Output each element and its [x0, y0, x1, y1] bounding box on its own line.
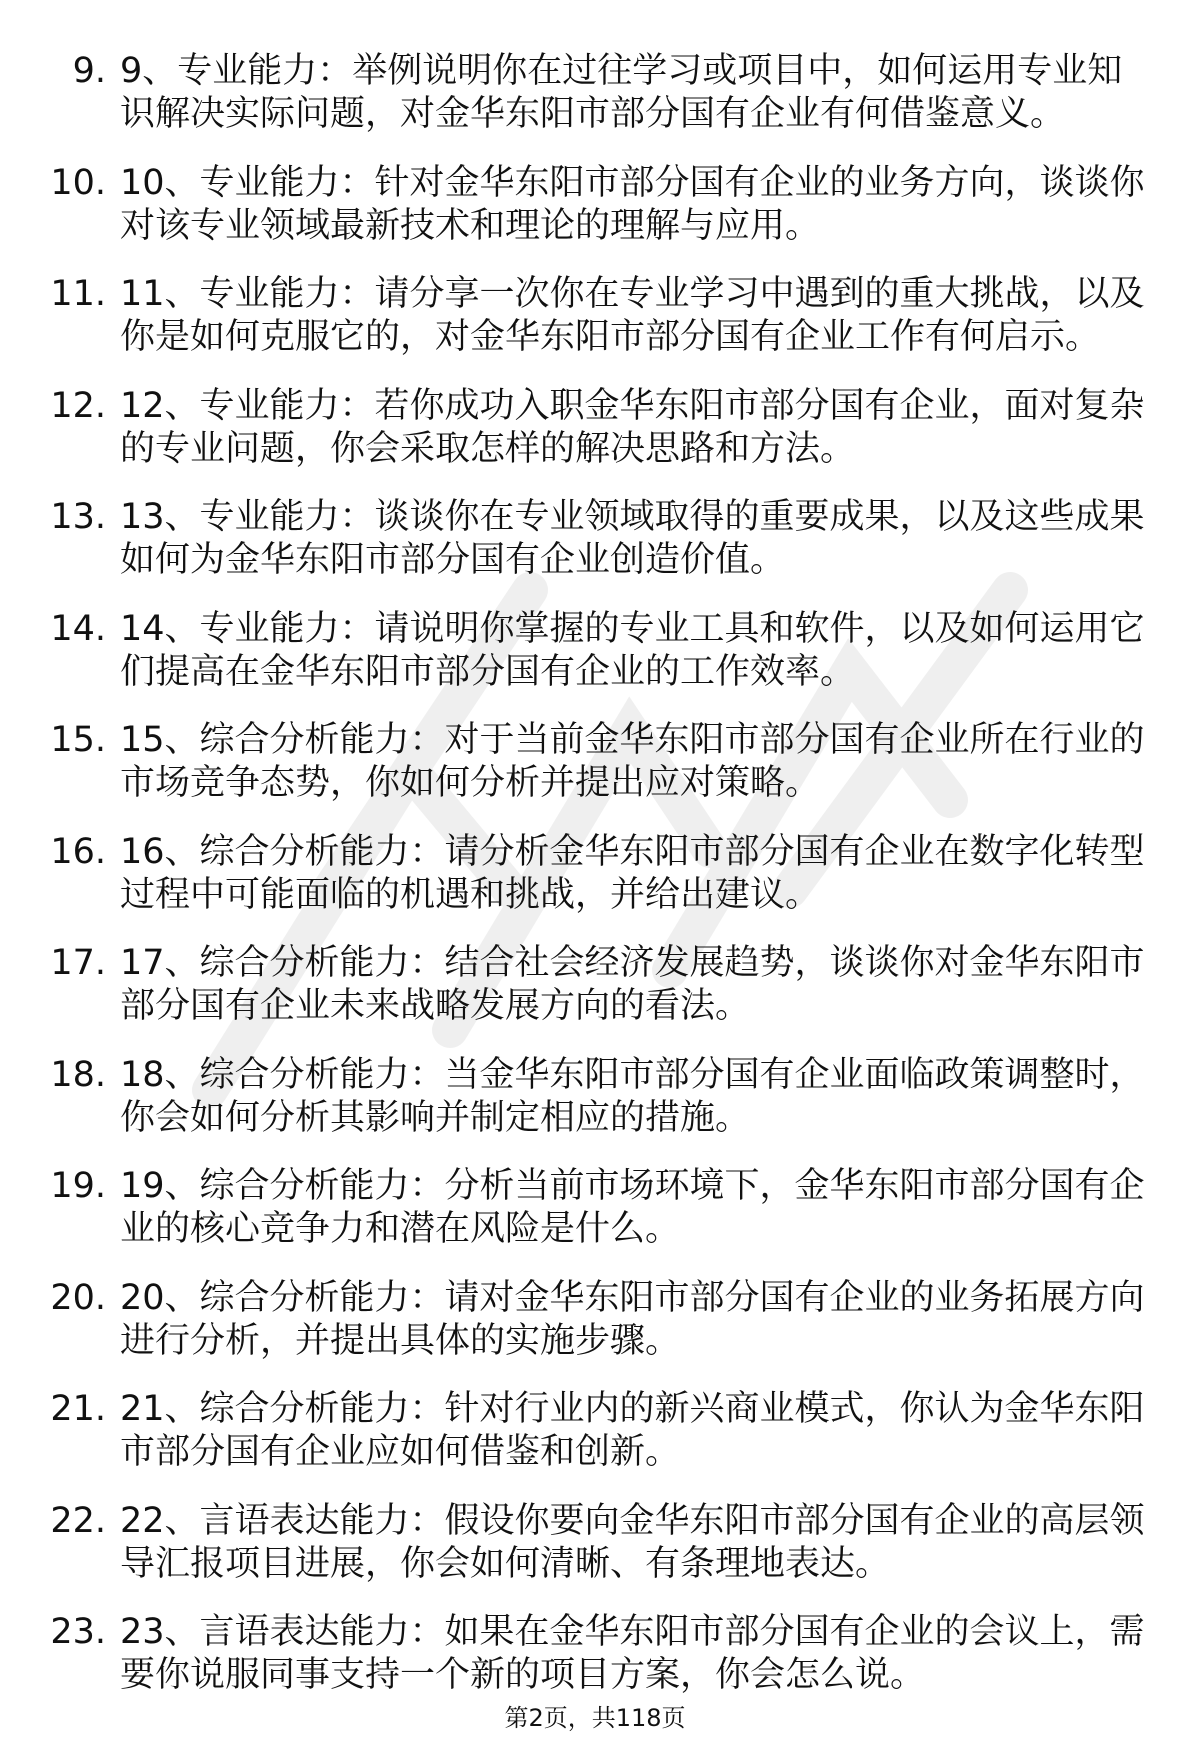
question-text: 19、综合分析能力：分析当前市场环境下，金华东阳市部分国有企业的核心竞争力和潜在风险是什么。 — [120, 1166, 1145, 1249]
question-text: 22、言语表达能力：假设你要向金华东阳市部分国有企业的高层领导汇报项目进展，你会如何清晰、有条理地表达。 — [120, 1500, 1145, 1584]
question-item — [0, 1165, 1190, 1251]
question-item — [0, 50, 1190, 136]
question-number: 11. — [50, 274, 106, 314]
question-text: 23、言语表达能力：如果在金华东阳市部分国有企业的会议上，需要你说服同事支持一个新的项目方案，你会怎么说。 — [120, 1612, 1145, 1695]
question-number: 12. — [50, 385, 106, 426]
question-text: 20、综合分析能力：请对金华东阳市部分国有企业的业务拓展方向进行分析，并提出具体的实施步骤。 — [120, 1277, 1145, 1361]
question-item — [0, 831, 1190, 917]
question-item — [0, 608, 1190, 694]
question-number: 20. — [50, 1277, 106, 1318]
question-number: 14. — [50, 608, 106, 649]
question-text: 11、专业能力：请分享一次你在专业学习中遇到的重大挑战，以及你是如何克服它的，对金华东阳市部分国有企业工作有何启示。 — [120, 274, 1145, 357]
question-text: 18、综合分析能力：当金华东阳市部分国有企业面临政策调整时，你会如何分析其影响并制定相应的措施。 — [120, 1054, 1145, 1138]
question-list — [0, 50, 1190, 1723]
question-text: 13、专业能力：谈谈你在专业领域取得的重要成果，以及这些成果如何为金华东阳市部分国有企业创造价值。 — [120, 497, 1145, 580]
question-text: 10、专业能力：针对金华东阳市部分国有企业的业务方向，谈谈你对该专业领域最新技术和理论的理解与应用。 — [120, 162, 1145, 246]
question-item — [0, 273, 1190, 359]
question-item — [0, 162, 1190, 248]
question-item — [0, 1500, 1190, 1586]
question-number: 18. — [50, 1054, 106, 1095]
page-number-footer: 第2页，共118页 — [504, 1704, 686, 1732]
question-text: 15、综合分析能力：对于当前金华东阳市部分国有企业所在行业的市场竞争态势，你如何分析并提出应对策略。 — [120, 720, 1145, 803]
question-item — [0, 385, 1190, 471]
question-text: 21、综合分析能力：针对行业内的新兴商业模式，你认为金华东阳市部分国有企业应如何借鉴和创新。 — [120, 1389, 1145, 1472]
question-number: 22. — [50, 1500, 106, 1541]
question-text: 14、专业能力：请说明你掌握的专业工具和软件，以及如何运用它们提高在金华东阳市部分国有企业的工作效率。 — [120, 608, 1145, 692]
question-item — [0, 496, 1190, 582]
question-item — [0, 1277, 1190, 1363]
question-text: 12、专业能力：若你成功入职金华东阳市部分国有企业，面对复杂的专业问题，你会采取怎样的解决思路和方法。 — [120, 385, 1145, 469]
question-number: 13. — [50, 497, 106, 537]
question-text: 9、专业能力：举例说明你在过往学习或项目中，如何运用专业知识解决实际问题，对金华东阳市部分国有企业有何借鉴意义。 — [120, 51, 1123, 134]
question-number: 15. — [50, 720, 106, 760]
question-item — [0, 1388, 1190, 1474]
question-number: 9. — [72, 51, 106, 91]
question-number: 23. — [50, 1612, 106, 1652]
question-number: 16. — [50, 831, 106, 872]
question-item — [0, 1054, 1190, 1140]
question-number: 21. — [50, 1389, 106, 1429]
question-number: 10. — [50, 162, 106, 203]
question-number: 19. — [50, 1166, 106, 1206]
question-text: 17、综合分析能力：结合社会经济发展趋势，谈谈你对金华东阳市部分国有企业未来战略发展方向的看法。 — [120, 943, 1145, 1026]
question-item — [0, 1611, 1190, 1697]
question-number: 17. — [50, 943, 106, 983]
question-text: 16、综合分析能力：请分析金华东阳市部分国有企业在数字化转型过程中可能面临的机遇和挑战，并给出建议。 — [120, 831, 1145, 915]
question-item — [0, 719, 1190, 805]
question-item — [0, 942, 1190, 1028]
